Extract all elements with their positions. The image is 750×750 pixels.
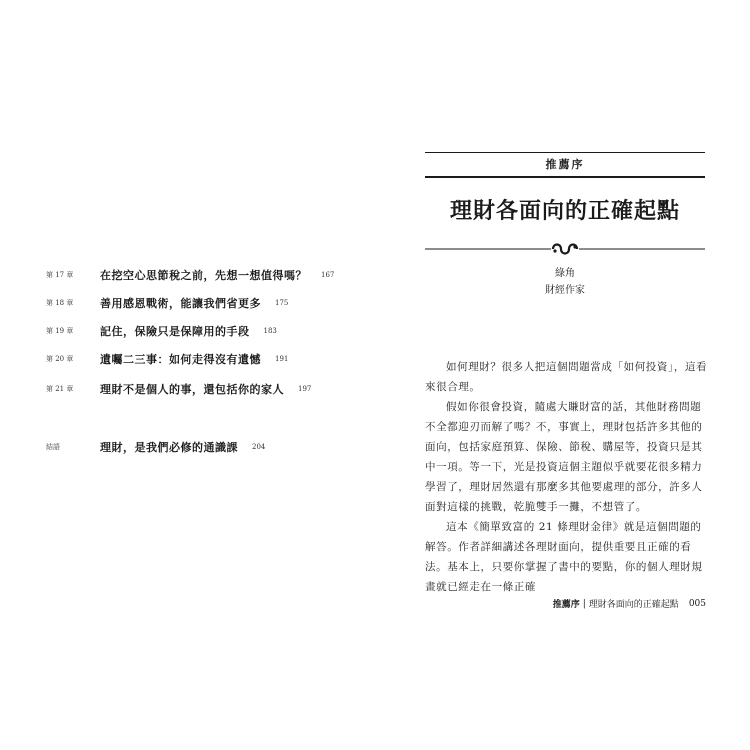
body-paragraph: 如何理財？很多人把這個問題當成「如何投資」，這看來很合理。 xyxy=(425,361,708,393)
toc-entry xyxy=(46,381,311,397)
toc-chapter-number: 第 18 章 xyxy=(46,299,74,307)
author-role: 財經作家 xyxy=(545,285,585,296)
author-name: 綠角 xyxy=(555,268,575,279)
toc-page-number: 167 xyxy=(321,271,335,279)
toc-entry xyxy=(46,351,288,367)
toc-chapter-number: 第 21 章 xyxy=(46,385,74,393)
top-rule-thin xyxy=(425,152,705,153)
foreword-body xyxy=(425,357,711,597)
section-label: 推薦序 xyxy=(545,158,585,171)
toc-chapter-number: 第 19 章 xyxy=(46,327,74,335)
chapter-title: 理財各面向的正確起點 xyxy=(449,198,680,224)
toc-page-number: 175 xyxy=(275,299,289,307)
toc-entry xyxy=(46,295,288,311)
toc-chapter-title: 記住，保險只是保障用的手段 xyxy=(100,325,250,338)
toc-entry xyxy=(46,323,277,339)
body-paragraph: 這本《簡單致富的 21 條理財金律》就是這個問題的解答。作者詳細講述各理財面向，提供重要且正確的看法。基本上，只要你掌握了書中的要點，你的個人理財規畫就已經走在一條正確 xyxy=(425,521,703,593)
toc-chapter-number: 第 20 章 xyxy=(46,355,74,363)
toc-page-number: 204 xyxy=(252,443,266,451)
ornament-divider-icon xyxy=(425,240,705,258)
toc-chapter-title: 理財，是我們必修的通識課 xyxy=(100,441,238,454)
toc-page-number: 183 xyxy=(263,327,277,335)
toc-chapter-title: 在挖空心思節稅之前，先想一想值得嗎？ xyxy=(100,269,307,282)
toc-entry xyxy=(46,267,334,283)
page-footer xyxy=(553,597,706,610)
toc-chapter-title: 遺囑二三事：如何走得沒有遺憾 xyxy=(100,353,261,366)
toc-chapter-title: 理財不是個人的事，還包括你的家人 xyxy=(100,383,284,396)
page-number: 005 xyxy=(688,598,706,609)
toc-entry xyxy=(46,439,265,455)
toc-chapter-title: 善用感恩戰術，能讓我們省更多 xyxy=(100,297,261,310)
toc-chapter-number: 第 17 章 xyxy=(46,271,74,279)
footer-section-label: 推薦序 xyxy=(552,600,580,610)
top-rule-thick xyxy=(425,176,705,178)
footer-separator: | xyxy=(582,598,586,609)
body-paragraph: 假如你很會投資，隨處大賺財富的話，其他財務問題不全都迎刃而解了嗎？不，事實上，理財包括許多其他的面向，包括家庭預算、保險、節稅、購屋等，投資只是其中一項。等一下，光是投資這個主題似乎就要花很多精力學習了，理財居然還有那麼多其他要處理的部分，許多人面對這樣的挑戰，乾脆雙手一攤，不想管了。 xyxy=(425,401,703,513)
footer-title: 理財各面向的正確起點 xyxy=(588,600,679,610)
toc-page-number: 191 xyxy=(275,355,289,363)
toc-chapter-number: 結語 xyxy=(46,443,60,451)
toc-page-number: 197 xyxy=(298,385,312,393)
